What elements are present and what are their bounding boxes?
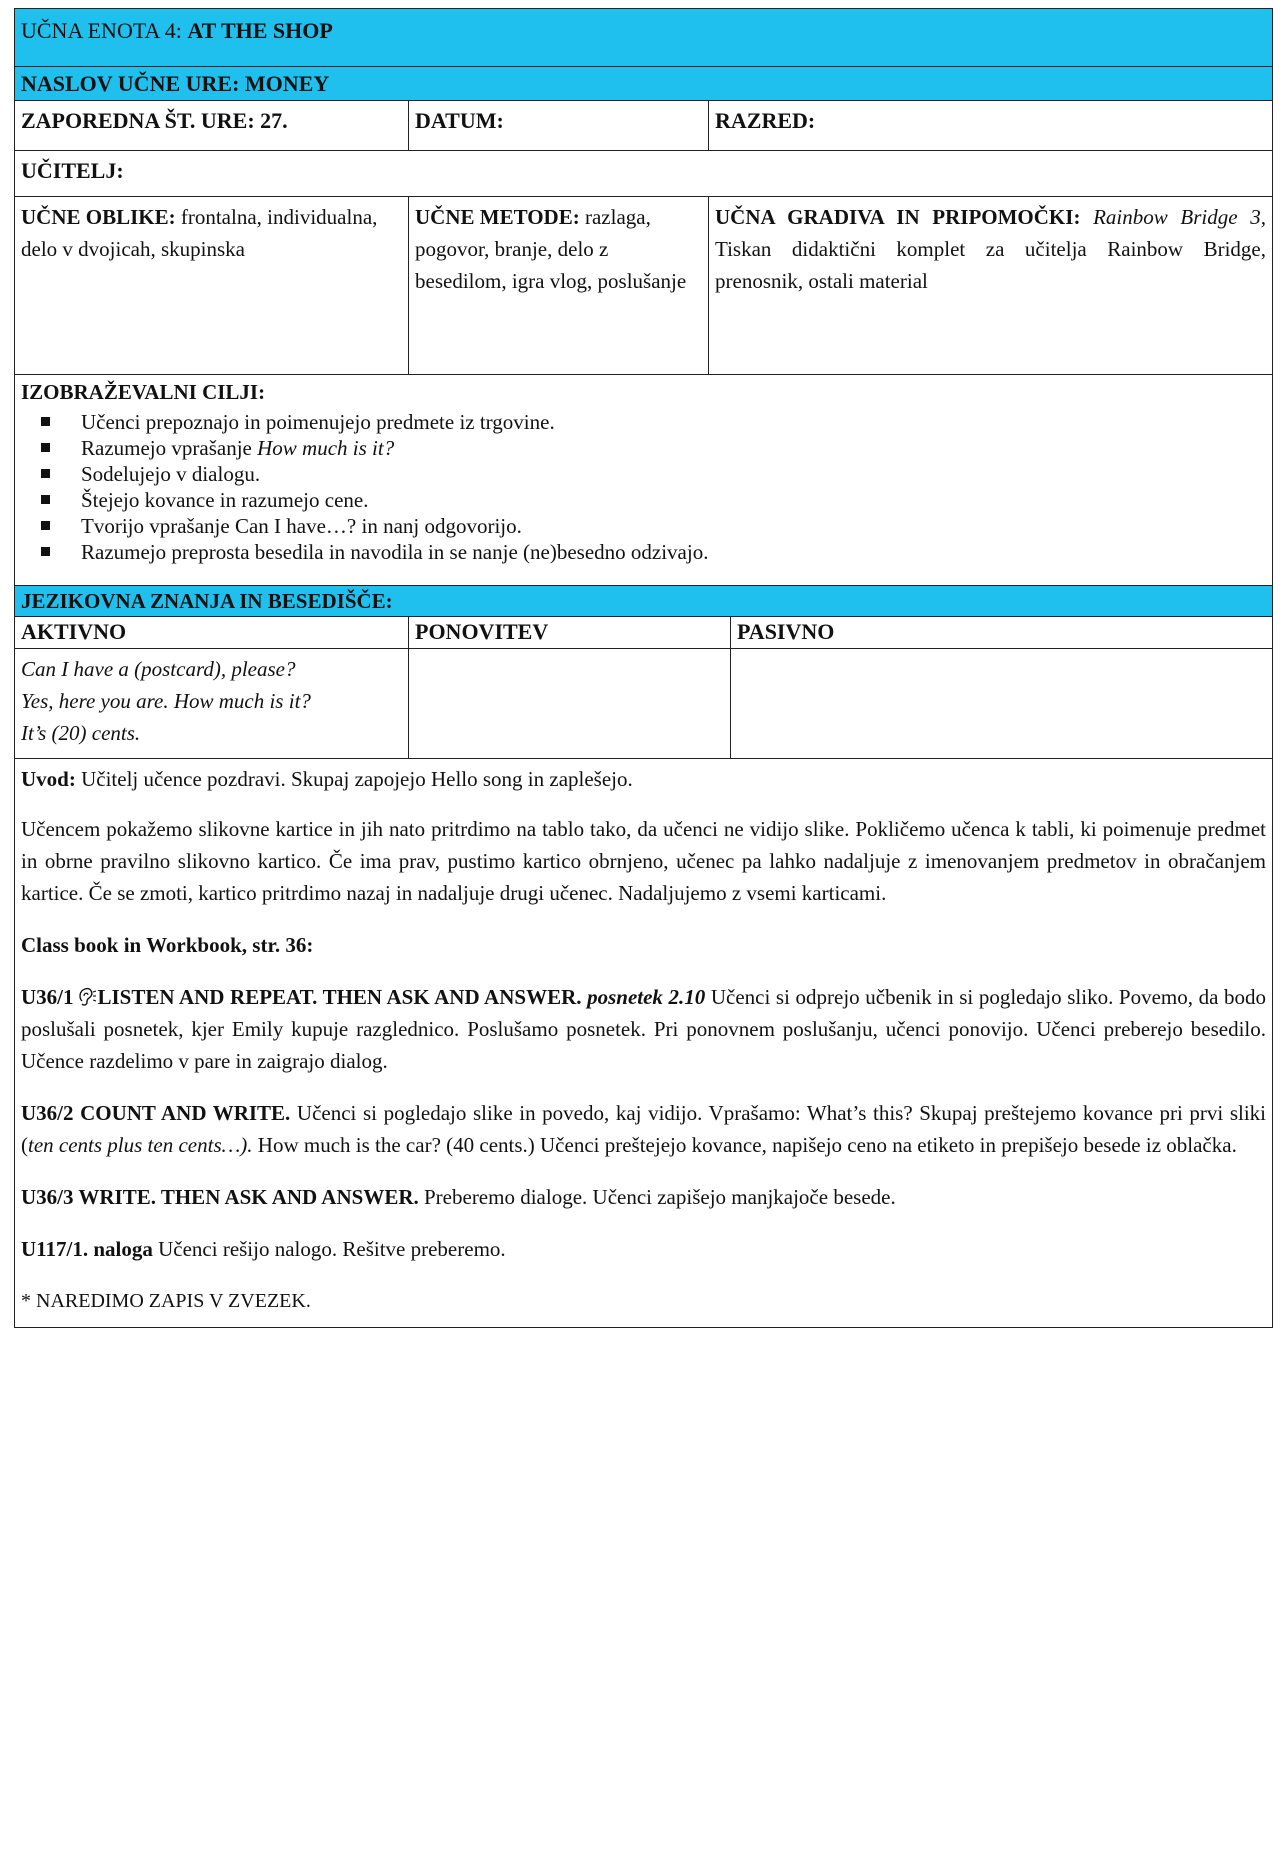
teaching-methods <box>409 197 709 374</box>
notebook-note: * NAREDIMO ZAPIS V ZVEZEK. <box>21 1290 311 1312</box>
goal-text: Sodelujejo v dialogu. <box>81 462 261 486</box>
goal-item <box>81 487 1272 513</box>
teaching-forms <box>15 197 409 374</box>
u36-2-italic: ten cents plus ten cents…). <box>28 1133 253 1157</box>
unit-title-bar <box>15 9 1272 67</box>
cards-paragraph: Učencem pokažemo slikovne kartice in jih nato pritrdimo na tablo tako, da učenci ne vidijo slike. Pokličemo učenca k tabli, ki poimenuje predmet in obrne pravilno slikovno kartico. Če ima prav, pustimo kartico obrnjeno, učenec pa lahko nadaljuje z imenovanjem predmetov in obračanjem kartice. Če se zmoti, kartico pritrdimo nazaj in nadaljuje drugi učenec. Nadaljujemo z vsemi karticami. <box>21 817 1266 905</box>
phrase-line: Can I have a (postcard), please? <box>21 657 296 681</box>
date-field: DATUM: <box>409 101 709 150</box>
goal-text: Štejejo kovance in razumejo cene. <box>81 488 369 512</box>
goals-list <box>15 409 1272 565</box>
u117-paragraph <box>21 1233 1266 1265</box>
lesson-title-bar <box>15 67 1272 101</box>
materials-italic: Rainbow Bridge 3, <box>1080 205 1266 229</box>
u36-1-text: Učenci si odprejo učbenik in si pogledajo sliko. Povemo, da bodo poslušali posnetek, kjer Emily kupuje razglednico. Poslušamo posnetek. Pri ponovnem poslušanju, učenci ponovijo. Učenci preberejo besedilo. Učence razdelimo v pare in zaigrajo dialog. <box>21 985 1266 1073</box>
u117-text: Učenci rešijo nalogo. Rešitve preberemo. <box>152 1237 506 1261</box>
u36-1-paragraph <box>21 981 1266 1077</box>
unit-prefix: UČNA ENOTA 4: <box>21 18 188 43</box>
u117-title: U117/1. naloga <box>21 1237 153 1261</box>
teacher-row <box>15 151 1272 197</box>
goal-text: Razumejo vprašanje <box>81 436 258 460</box>
lesson-meta-row <box>15 101 1272 151</box>
info-row <box>15 197 1272 375</box>
ear-icon <box>76 986 96 1008</box>
col-passive: PASIVNO <box>737 619 835 644</box>
class-field: RAZRED: <box>715 108 816 133</box>
col-active: AKTIVNO <box>15 617 409 648</box>
u36-3-title: U36/3 WRITE. THEN ASK AND ANSWER. <box>21 1185 419 1209</box>
u36-3-text: Preberemo dialoge. Učenci zapišejo manjkajoče besede. <box>418 1185 896 1209</box>
u36-2-text-a: Učenci si pogledajo slike in povedo, kaj vidijo. Vprašamo: What’s this? Skupaj preštejemo kovance pri prvi sliki ( <box>21 1101 1266 1157</box>
active-phrases <box>15 649 409 758</box>
methods-label: UČNE METODE: <box>415 205 580 229</box>
goal-text: Tvorijo vprašanje Can I have…? in nanj odgovorijo. <box>81 514 522 538</box>
u36-2-title: U36/2 COUNT AND WRITE. <box>21 1101 291 1125</box>
phrase-line: Yes, here you are. How much is it? <box>21 689 311 713</box>
phrase-line: It’s (20) cents. <box>21 721 141 745</box>
lesson-number: ZAPOREDNA ŠT. URE: 27. <box>15 101 409 150</box>
u36-2-paragraph <box>21 1097 1266 1161</box>
u36-1-title: LISTEN AND REPEAT. THEN ASK AND ANSWER. <box>97 985 582 1009</box>
unit-title: AT THE SHOP <box>187 18 333 43</box>
forms-label: UČNE OBLIKE: <box>21 205 176 229</box>
books-heading: Class book in Workbook, str. 36: <box>21 933 314 957</box>
passive-cell <box>731 649 1272 758</box>
teaching-materials <box>709 197 1272 374</box>
goal-item <box>81 513 1272 539</box>
u36-2-text-b: How much is the car? (40 cents.) Učenci preštejejo kovance, napišejo ceno na etiketo in prepišejo besede iz oblačka. <box>252 1133 1237 1157</box>
teacher-field: UČITELJ: <box>21 158 124 183</box>
lesson-title: NASLOV UČNE URE: MONEY <box>21 71 330 96</box>
u36-3-paragraph <box>21 1181 1266 1213</box>
goal-item <box>81 539 1272 565</box>
forms-text: frontalna, individualna, delo v dvojicah, skupinska <box>21 205 378 261</box>
materials-label: UČNA GRADIVA IN PRIPOMOČKI: <box>715 205 1081 229</box>
goal-italic: How much is it? <box>257 436 395 460</box>
language-columns <box>15 617 1272 649</box>
intro-text: Učitelj učence pozdravi. Skupaj zapojejo Hello song in zaplešejo. <box>75 767 633 791</box>
goal-item <box>81 435 1272 461</box>
goal-text: Razumejo preprosta besedila in navodila in se nanje (ne)besedno odzivajo. <box>81 540 709 564</box>
lesson-plan-sheet <box>14 8 1273 1328</box>
language-content <box>15 649 1272 759</box>
col-review: PONOVITEV <box>409 617 731 648</box>
procedure-section <box>15 759 1272 1327</box>
goal-item <box>81 409 1272 435</box>
language-heading: JEZIKOVNA ZNANJA IN BESEDIŠČE: <box>21 589 393 613</box>
methods-text: razlaga, pogovor, branje, delo z besedilom, igra vlog, poslušanje <box>415 205 687 293</box>
goal-text: Učenci prepoznajo in poimenujejo predmete iz trgovine. <box>81 410 555 434</box>
goals-section <box>15 375 1272 585</box>
goals-heading: IZOBRAŽEVALNI CILJI: <box>21 380 266 404</box>
intro-label: Uvod: <box>21 767 76 791</box>
language-heading-bar <box>15 585 1272 617</box>
review-cell <box>409 649 731 758</box>
intro-paragraph <box>21 763 1266 795</box>
u36-1-code: U36/1 <box>21 985 74 1009</box>
goal-item <box>81 461 1272 487</box>
u36-1-track: posnetek 2.10 <box>581 985 706 1009</box>
materials-text: Tiskan didaktični komplet za učitelja Rainbow Bridge, prenosnik, ostali material <box>715 237 1266 293</box>
